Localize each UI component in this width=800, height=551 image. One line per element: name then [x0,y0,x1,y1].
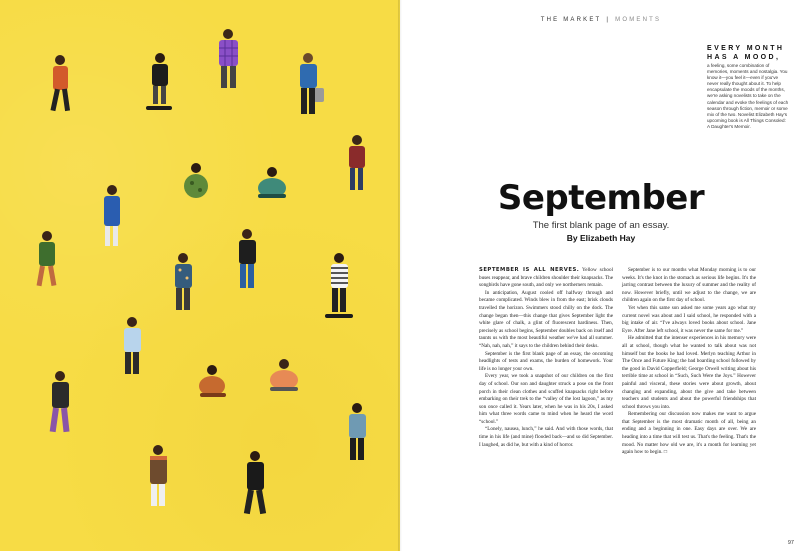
intro-sidebar [707,44,789,130]
figure-sitting-green [184,163,208,198]
figure-sitting-peach [270,359,298,391]
paragraph: He admitted that the intenser experiences in his memory were all at school, though what he wanted to talk about was not himself but the books he had loved. Merlyn teaching Arthur in The Once and Future King; the bad boarding school followed by the good in David Copperfield; George Orwell writing about his terrible time at school in “Such, Such Were the Joys.” However painful and visceral, these stories were about growth, about changing and expanding, about the give and take between teachers and students and about the powerful friendships that school throws you into. [622,335,756,410]
figure-sitting-teal [258,167,286,198]
paragraph: Every year, we took a snapshot of our children on the first day of school. Our son and daughter struck a pose on the front porch in their clean clothes and scuffed knapsacks right before embarking on their trek to the “valley of the lost lagoon,” as my son once called it. Years later, when he was in his 20s, I asked him what three words came to mind when he heard the word “school.” [479,373,613,425]
figure-skateboarder-striped [325,253,353,318]
figure-scarf [150,445,167,506]
paragraph: “Lonely, nausea, lunch,” he said. And with those words, that time in his life (and mine) flooded back—and so did September. I laughed, as did he, but with a kind of horror. [479,426,613,448]
paragraph: September is to our months what Monday morning is to our weeks. It's the knot in the stomach as serious life begins. It's the jarring contrast between the luxury of summer and the reality of now. However briefly, until we adjust to the change, we are children again on the first day of school. [622,267,756,304]
subsection-label: MOMENTS [615,17,662,23]
article-deck: The first blank page of an essay. [532,220,670,231]
figure-maroon-hoodie [349,135,365,190]
figure-plaid-shirt [219,29,238,88]
paragraph: SEPTEMBER IS ALL NERVES. Yellow school buses reappear, and brave children shoulder their knapsacks. The songbirds have gone south, and only we northerners remain. [479,267,613,289]
paragraph: In anticipation, August cooled off halfway through and became complicated. Winds blew in from the east; brisk clouds travelled the horizon. Swimmers stood chilly on the dock. The change began then—this change that gives September light the white glare of chalk, a glint of fluorescent hardiness. Then, precisely as school begins, September doubles back on itself and taunts us with the most beautiful weather we've had all summer. “Nah, nah, nah,” it says to the children behind their desks. [479,289,613,349]
figure-blue-coat [104,185,120,246]
sidebar-body: a feeling, some combination of memories, moments and nostalgia. You know it—you feel it—even if you've never really thought about it. To help encapsulate the moods of the months, we're asking novelists to take on the calendar and evoke the feelings of each season through fiction, memoir or some mix of the two. Novelist Elizabeth Hay's upcoming book is All Things Consoled: A Daughter's Memoir. [707,63,789,129]
figure-orange-jacket [50,55,70,111]
figure-blue-backpack [300,53,324,114]
article-page [402,0,800,551]
figure-black-tee [239,229,256,288]
lede: SEPTEMBER IS ALL NERVES. [479,267,580,273]
page-number: 97 [787,540,794,546]
article-byline: By Elizabeth Hay [566,233,636,243]
body-column-1 [479,267,613,449]
paragraph: Yet when this same son asked me some years ago what my current novel was about and I said school, he responded with a big intake of air. “I've always loved books about school. Jane Eyre. After Jane left school, it was never the same for me.” [622,304,756,334]
figure-grey-hoodie [349,403,366,460]
sidebar-title: EVERY MONTH HAS A MOOD, [707,45,785,61]
figure-purple-pants [50,371,70,432]
figure-green-jacket [37,231,57,286]
body-column-2 [622,267,756,457]
paragraph: September is the first blank page of an essay, the oncoming headlights of tests and exams, the burden of homework. Your life is no longer your own. [479,350,613,372]
figure-skateboarder-1 [146,53,172,110]
figure-patterned-shirt [175,253,192,310]
article-title: September [497,178,705,218]
figure-sitting-orange [199,365,226,397]
paragraph: Remembering our discussion now makes me want to argue that September is the most dramatic month of all, being an ending and a beginning in one. Easy days are over. We are heading into a time that will test us. That's the feeling. That's the mood. No matter how old we are, it's a month for learning yet again how to begin. □ [622,411,756,456]
running-head: THE MARKET | MOMENTS [540,17,662,23]
figure-black-walking [244,451,266,514]
section-label: THE MARKET [540,17,602,23]
figure-light-blue-shirt [124,317,141,374]
